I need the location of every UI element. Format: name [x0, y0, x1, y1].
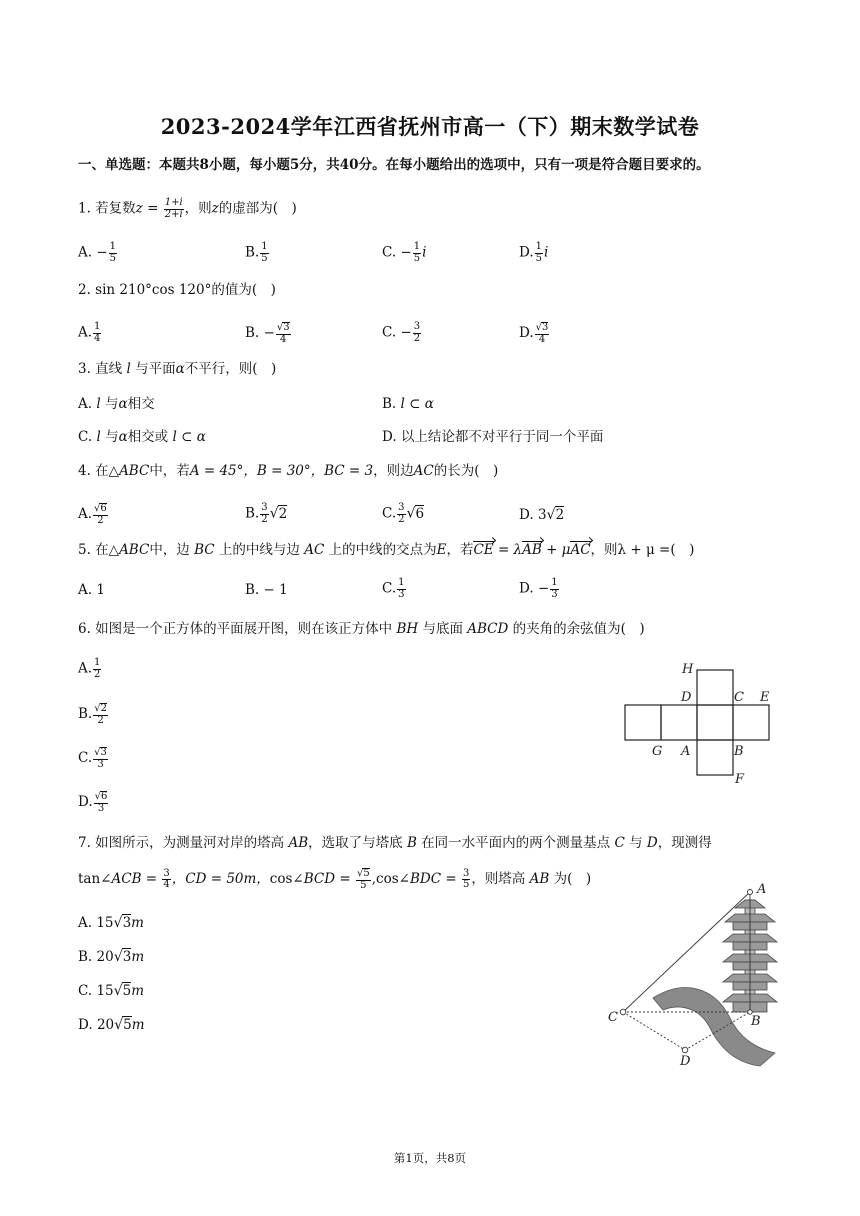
- q3-option-a[interactable]: A. l 与α相交: [78, 396, 155, 412]
- tower-river-figure: [605, 878, 790, 1070]
- question-2: 2. sin 210°cos 120°的值为( ): [78, 282, 276, 298]
- q2-option-c[interactable]: C. − $\frac{3}{2}$: [382, 321, 421, 344]
- q1-var: z: [135, 200, 143, 217]
- label-a: A: [681, 744, 691, 759]
- q1-option-b[interactable]: B. $\frac{1}{5}$: [245, 241, 268, 264]
- q1-option-d[interactable]: D. $\frac{1}{5}$ i: [519, 241, 549, 264]
- page-footer: 第1页，共8页: [393, 1151, 467, 1165]
- question-6: 6. 如图是一个正方体的平面展开图，则在该正方体中 BH 与底面 ABCD 的夹角的余弦值为( ): [78, 621, 645, 637]
- label-d: D: [680, 1054, 691, 1069]
- q2-option-a[interactable]: A. $\frac{1}{4}$: [78, 321, 101, 344]
- q4-option-d[interactable]: D. 3√2: [519, 507, 565, 523]
- net-face-top: [697, 670, 733, 705]
- net-face-center: [697, 705, 733, 740]
- q3-option-d[interactable]: D. 以上结论都不对平行于同一个平面: [382, 429, 604, 445]
- label-h: H: [682, 662, 694, 677]
- label-c: C: [608, 1010, 618, 1025]
- label-d: D: [681, 690, 692, 705]
- q6-option-d[interactable]: D. $\frac{√6}{3}$: [78, 791, 108, 814]
- net-face-right: [733, 705, 769, 740]
- label-b: B: [751, 1014, 761, 1029]
- q2-option-b[interactable]: B. − $\frac{√3}{4}$: [245, 322, 290, 345]
- label-e: E: [760, 690, 770, 705]
- q4-option-a[interactable]: A. $\frac{√6}{2}$: [78, 503, 107, 526]
- label-a: A: [757, 882, 767, 897]
- q7-option-d[interactable]: D. 20√5m: [78, 1017, 145, 1033]
- q4-option-c[interactable]: C. $\frac{3}{2}$ √6: [382, 502, 425, 525]
- point-a: [748, 890, 753, 895]
- question-5: 5. 在△ABC中，边 BC 上的中线与边 AC 上的中线的交点为E，若CE = λAB + μAC，则λ + μ =( ): [78, 542, 695, 558]
- q1-prefix: 1. 若复数: [78, 200, 136, 217]
- question-3: 3. 直线 l 与平面α不平行，则( ): [78, 361, 277, 377]
- net-face-bottom: [697, 740, 733, 775]
- q1-var2: z: [211, 200, 219, 217]
- section-heading: 一、单选题：本题共8小题，每小题5分，共40分。在每小题给出的选项中，只有一项是符合题目要求的。: [78, 157, 710, 173]
- q5-option-b[interactable]: B. − 1: [245, 582, 288, 598]
- q3-option-c[interactable]: C. l 与α相交或 l ⊂ α: [78, 429, 206, 445]
- q1-mid: ，则: [184, 200, 212, 217]
- q6-option-b[interactable]: B. $\frac{√2}{2}$: [78, 703, 107, 726]
- q1-eq: =: [142, 200, 163, 217]
- question-7-line-2: tan∠ACB = $\frac{3}{4}$ ，CD = 50m，cos∠BCD = $\frac{√5}{5}$ ,cos∠BDC = $\frac{3}{5}$ ，则塔高 AB 为( ): [78, 867, 592, 891]
- q1-fraction: $\frac{1+i}{2+i}$: [164, 197, 183, 220]
- q7-option-c[interactable]: C. 15√5m: [78, 983, 145, 999]
- q5-option-c[interactable]: C. $\frac{1}{3}$: [382, 577, 405, 600]
- q7-option-b[interactable]: B. 20√3m: [78, 949, 145, 965]
- line-cd: [623, 1012, 685, 1050]
- q5-option-d[interactable]: D. − $\frac{1}{3}$: [519, 577, 558, 600]
- q3-option-b[interactable]: B. l ⊂ α: [382, 396, 434, 412]
- question-4: 4. 在△ABC中，若A = 45°，B = 30°，BC = 3，则边AC的长为( ): [78, 463, 499, 479]
- label-f: F: [735, 772, 745, 787]
- q7-option-a[interactable]: A. 15√3m: [78, 915, 144, 931]
- label-g: G: [652, 744, 663, 759]
- q1-suffix: 的虚部为( ): [218, 200, 297, 217]
- question-7-line-1: 7. 如图所示，为测量河对岸的塔高 AB，选取了与塔底 B 在同一水平面内的两个测量基点 C 与 D，现测得: [78, 835, 712, 851]
- net-face-left-1: [661, 705, 697, 740]
- label-b: B: [734, 744, 744, 759]
- point-d: [682, 1047, 688, 1053]
- point-c: [620, 1009, 626, 1015]
- q1-option-c[interactable]: C. − $\frac{1}{5}$ i: [382, 241, 427, 264]
- q6-option-a[interactable]: A. $\frac{1}{2}$: [78, 657, 101, 680]
- question-1: [78, 198, 297, 220]
- label-c: C: [734, 690, 744, 705]
- cube-net-figure: [615, 655, 785, 790]
- q1-option-a[interactable]: A. − $\frac{1}{5}$: [78, 241, 117, 264]
- net-face-left-2: [625, 705, 661, 740]
- q5-option-a[interactable]: A. 1: [78, 582, 105, 598]
- q4-option-b[interactable]: B. $\frac{3}{2}$ √2: [245, 502, 288, 525]
- q2-option-d[interactable]: D. $\frac{√3}{4}$: [519, 322, 549, 345]
- page-title: 2023-2024学年江西省抚州市高一（下）期末数学试卷: [160, 114, 700, 139]
- q6-option-c[interactable]: C. $\frac{√3}{3}$: [78, 747, 107, 770]
